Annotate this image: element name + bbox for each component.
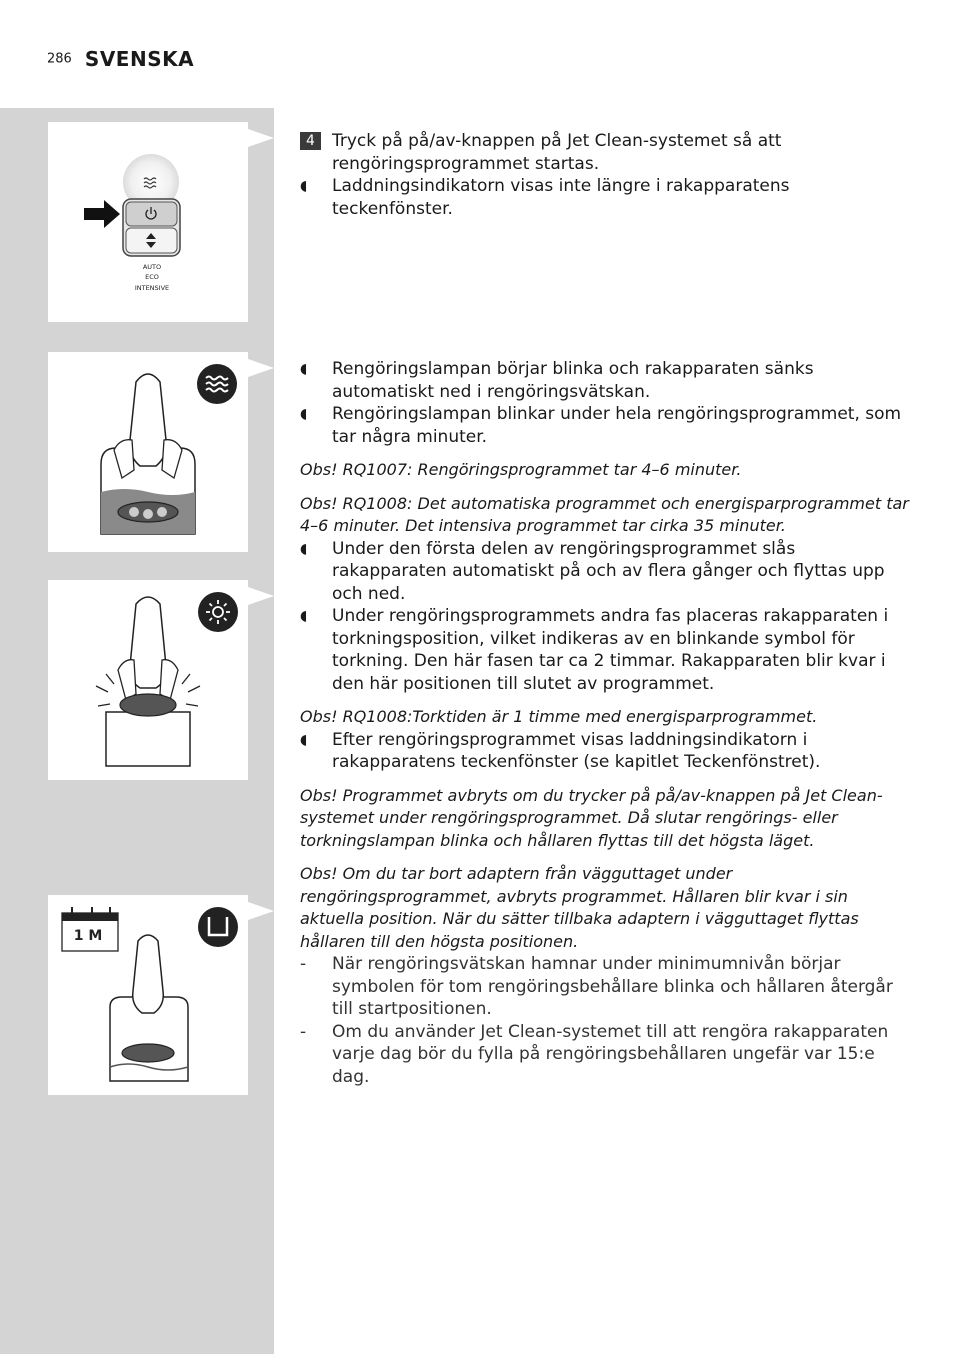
dash-item xyxy=(300,1021,910,1089)
step-number: 4 xyxy=(300,132,321,150)
cleaning-base xyxy=(106,712,190,766)
page-header xyxy=(47,47,194,71)
dash-text: När rengöringsvätskan hamnar under minimumnivån börjar symbolen för tom rengöringsbehållare blinka och hållaren återgår till startpositionen. xyxy=(332,954,893,1019)
program-description xyxy=(300,358,910,1088)
dash-marker: - xyxy=(300,954,307,974)
bullet-icon: ◖ xyxy=(300,540,308,557)
bullet-icon: ◖ xyxy=(300,361,308,377)
bullet-icon: ◖ xyxy=(300,731,308,748)
bullet-text: Rengöringslampan blinkar under hela rengöringsprogrammet, som tar några minuter. xyxy=(332,404,902,447)
figure-pointer xyxy=(248,359,274,377)
shaving-head xyxy=(122,1044,174,1062)
bullet-item xyxy=(300,403,910,448)
empty-container-icon xyxy=(198,907,238,947)
bullet-text: Rengöringslampan börjar blinka och rakapparaten sänks automatiskt ned i rengöringsvätskan. xyxy=(332,359,814,402)
mode-label-auto: AUTO xyxy=(142,263,162,271)
figure-pointer xyxy=(248,587,274,605)
bullet-item xyxy=(300,175,910,220)
mode-label-eco: ECO xyxy=(145,273,159,281)
figure-pointer xyxy=(248,129,274,147)
shaver-handle xyxy=(130,374,167,466)
dash-item xyxy=(300,953,910,1021)
calendar-label: 1 M xyxy=(73,928,103,944)
bullet-icon: ◖ xyxy=(300,608,308,624)
bullet-icon: ◖ xyxy=(300,178,308,194)
calendar-icon xyxy=(62,907,118,951)
figure-shaver-cleaning xyxy=(48,352,248,552)
step-4-section xyxy=(300,130,910,220)
bullet-text: Under den första delen av rengöringsprogrammet slås rakapparaten automatiskt på och av flera gånger och flyttas upp och ned. xyxy=(332,538,885,604)
bullet-text: Laddningsindikatorn visas inte längre i rakapparatens teckenfönster. xyxy=(332,176,790,219)
note-abort-program: Obs! Programmet avbryts om du trycker på på/av-knappen på Jet Clean-systemet under rengöringsprogrammet. Då slutar rengörings- eller torkningslampan blinka och hållaren flyttas till det högsta läget. xyxy=(300,785,883,850)
step-item xyxy=(300,130,910,175)
bullet-text: Efter rengöringsprogrammet visas laddningsindikatorn i rakapparatens teckenfönster (se kapitlet Teckenfönstret). xyxy=(332,729,821,772)
bullet-icon: ◖ xyxy=(300,406,308,422)
dash-marker: - xyxy=(300,1021,307,1042)
note-rq1007: Obs! RQ1007: Rengöringsprogrammet tar 4–6 minuter. xyxy=(300,460,742,479)
mode-button xyxy=(126,228,177,253)
note-adapter-removed: Obs! Om du tar bort adaptern från vägguttaget under rengöringsprogrammet, avbryts programmet. Hållaren blir kvar i sin aktuella position. När du sätter tillbaka adaptern i vägguttaget flyttas hållaren till den högsta positionen. xyxy=(300,864,859,951)
note-drying-time: Obs! RQ1008:Torktiden är 1 timme med energisparprogrammet. xyxy=(300,707,818,726)
arrow-pointer-icon xyxy=(84,200,120,228)
bullet-item xyxy=(300,358,910,403)
dash-text: Om du använder Jet Clean-systemet till att rengöra rakapparaten varje dag bör du fylla på rengöringsbehållaren ungefär var 15:e dag. xyxy=(332,1021,889,1087)
shaver-handle xyxy=(133,935,164,1013)
step-text: Tryck på på/av-knappen på Jet Clean-systemet så att rengöringsprogrammet startas. xyxy=(332,131,782,174)
bullet-text: Under rengöringsprogrammets andra fas placeras rakapparaten i torkningsposition, vilket indikeras av en blinkande symbol för torkning. Den här fasen tar ca 2 timmar. Rakapparaten blir kvar i den här positionen till slutet av programmet. xyxy=(332,606,889,694)
page-number: 286 xyxy=(47,51,72,67)
shaving-head xyxy=(120,694,176,716)
figure-refill-reminder xyxy=(48,895,248,1095)
drying-sun-icon xyxy=(198,592,238,632)
mode-label-intensive: INTENSIVE xyxy=(134,284,170,292)
language-title: SVENSKA xyxy=(84,47,195,71)
figure-shaver-drying xyxy=(48,580,248,780)
figure-control-panel xyxy=(48,122,248,322)
figure-pointer xyxy=(248,902,274,920)
bullet-item xyxy=(300,729,910,774)
bullet-item xyxy=(300,605,910,695)
bullet-item xyxy=(300,538,910,606)
note-rq1008: Obs! RQ1008: Det automatiska programmet och energisparprogrammet tar 4–6 minuter. Det intensiva programmet tar cirka 35 minuter. xyxy=(300,493,909,535)
